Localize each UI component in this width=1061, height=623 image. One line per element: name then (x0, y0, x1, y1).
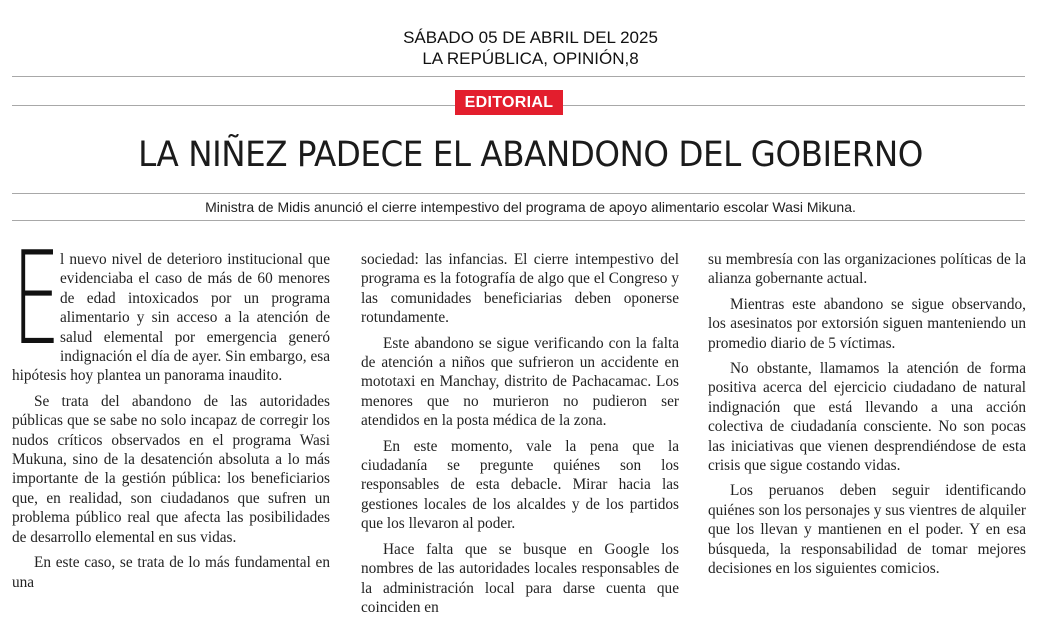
paragraph: l nuevo nivel de deterioro institucional que evidenciaba el caso de más de 60 menores de edad intoxicados por un programa alimentario y sin acceso a la atención de salud elemental por emergencia generó indignación el día de ayer. Sin embargo, esa hipótesis hoy plantea un panorama inaudito. (12, 251, 330, 385)
paragraph: En este momento, vale la pena que la ciudadanía se pregunte quiénes son los responsables de esta debacle. Mirar hacia las gestiones locales de los alcaldes y de los partidos que los llevaron al poder. (361, 437, 679, 533)
paragraph: Los peruanos deben seguir identificando quiénes son los personajes y sus vientres de alquiler que los llevan y mantienen en el poder. Y en esa búsqueda, la responsabilidad de tomar mejores decisiones en los siguientes comicios. (708, 482, 1026, 578)
paragraph: No obstante, llamamos la atención de forma positiva acerca del ejercicio ciudadano de natural indignación que está llevando a una acción colectiva de ciudadanía consciente. No son pocas las iniciativas que vienen desprendiéndose de esta crisis que sigue costando vidas. (708, 360, 1026, 475)
date-line: SÁBADO 05 DE ABRIL DEL 2025 (403, 28, 658, 47)
paragraph: Este abandono se sigue verificando con la falta de atención a niños que sufrieron un accidente en mototaxi en Manchay, distrito de Pachacamac. Los menores que no murieron no pudieron ser atendidos en la posta médica de la zona. (361, 334, 679, 430)
paragraph: En este caso, se trata de lo más fundamental en una (12, 554, 330, 591)
article-column-2 (361, 250, 679, 623)
paragraph: sociedad: las infancias. El cierre intempestivo del programa es la fotografía de algo que el Congreso y las comunidades beneficiarias deben oponerse rotundamente. (361, 251, 679, 327)
divider-top (12, 76, 1025, 77)
divider-subheadline (12, 220, 1025, 221)
article-column-1 (12, 225, 330, 598)
drop-cap-letter: E (12, 225, 61, 374)
source-line: LA REPÚBLICA, OPINIÓN,8 (422, 49, 639, 68)
paragraph: Mientras este abandono se sigue observando, los asesinatos por extorsión siguen manteniendo un promedio diario de 5 víctimas. (708, 295, 1026, 352)
article-subheadline: Ministra de Midis anunció el cierre intempestivo del programa de apoyo alimentario escolar Wasi Mikuna. (205, 199, 856, 215)
paragraph: Hace falta que se busque en Google los nombres de las autoridades locales responsables de la administración local para darse cuenta que coinciden en (361, 540, 679, 616)
article-column-3 (708, 250, 1026, 585)
paragraph: su membresía con las organizaciones políticas de la alianza gobernante actual. (708, 251, 1026, 288)
drop-cap (12, 225, 61, 374)
section-tag-editorial: EDITORIAL (455, 90, 563, 115)
article-headline: LA NIÑEZ PADECE EL ABANDONO DEL GOBIERNO (138, 135, 923, 175)
paragraph: Se trata del abandono de las autoridades públicas que se sabe no solo incapaz de corregir los nudos críticos observados en el programa Wasi Mukuna, sino de la desatención absoluta a lo más importante de la gestión pública: los beneficiarios que, en realidad, son ciudadanos que sufren un problema público real que afecta las posibilidades de desarrollo elemental en sus vidas. (12, 392, 330, 546)
divider-headline (12, 193, 1025, 194)
